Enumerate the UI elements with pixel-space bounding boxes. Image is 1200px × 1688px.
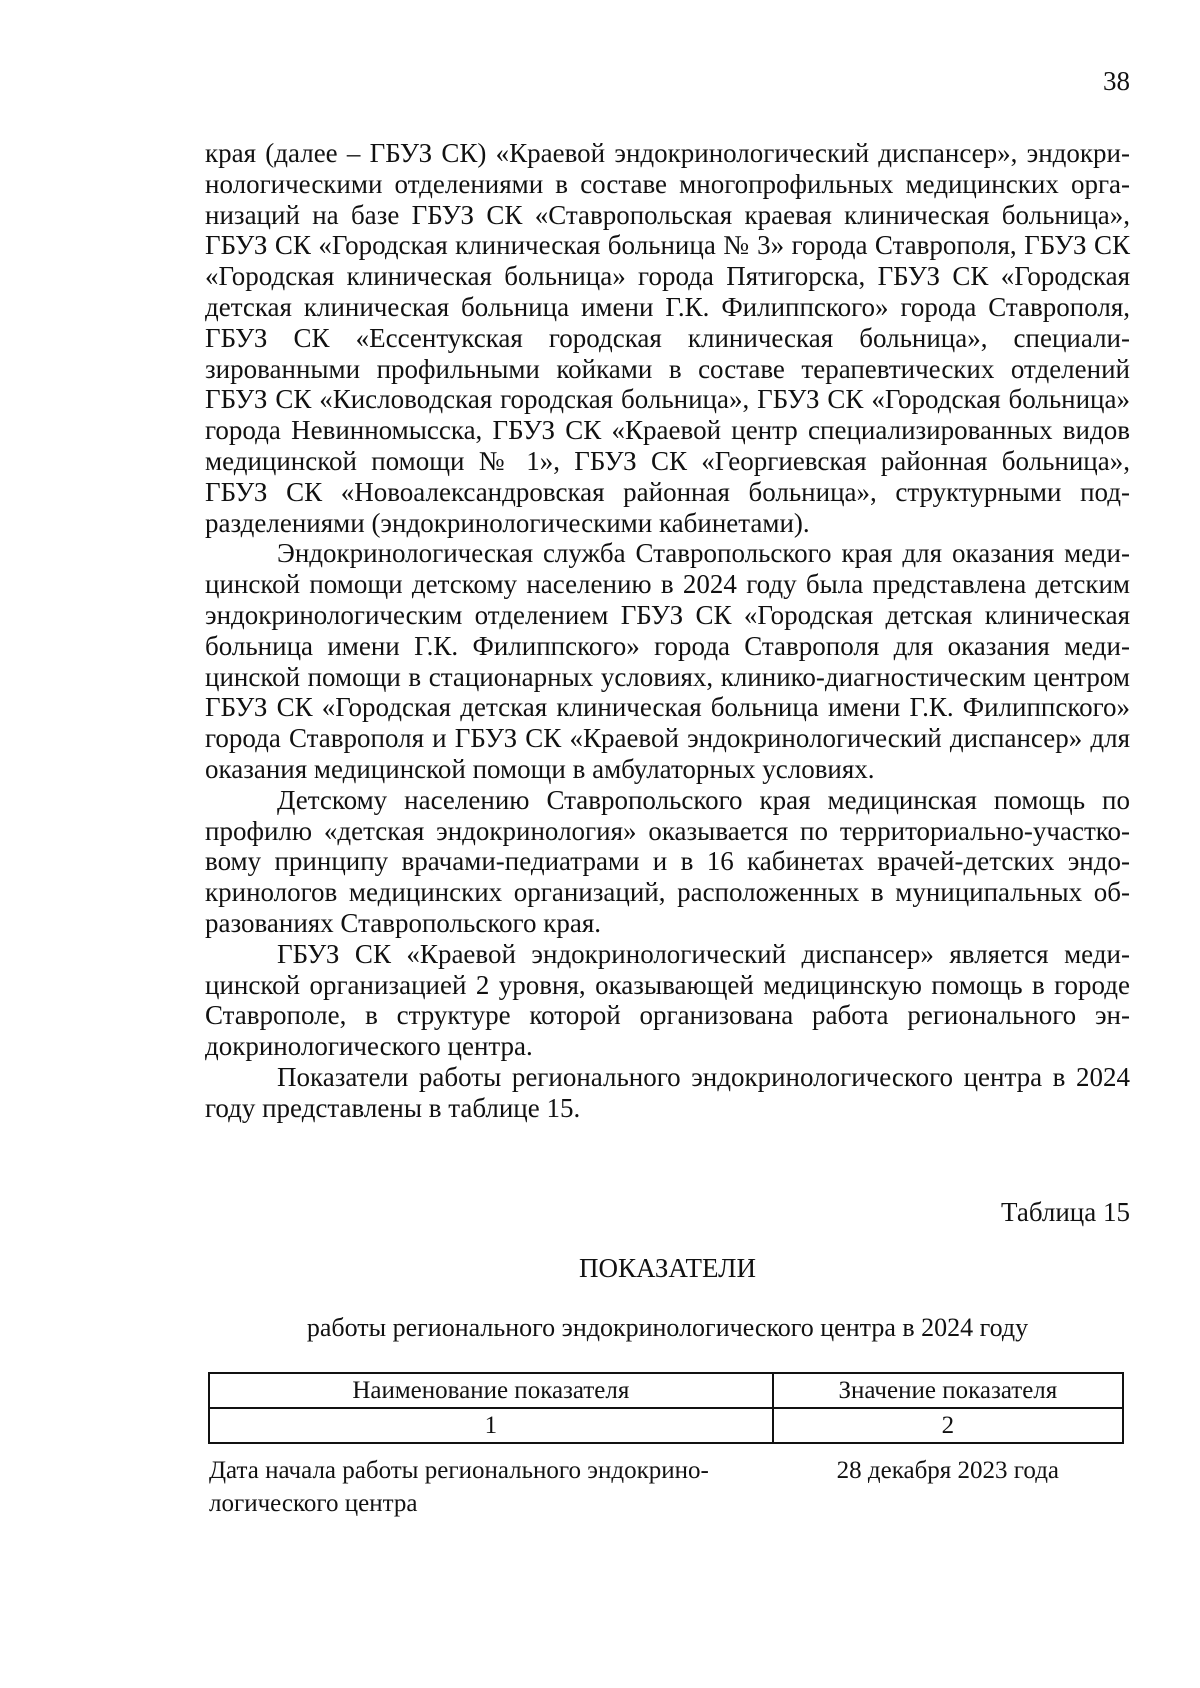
paragraph: края (далее – ГБУЗ СК) «Краевой эндокринологический диспансер», эндокринологическими отделениями в составе многопрофильных медицинских организаций на базе ГБУЗ СК «Ставропольская краевая клиническая больница», ГБУЗ СК «Городская клиническая больница № 3» города Ставрополя, ГБУЗ СК «Городская клиническая больница» города Пятигорска, ГБУЗ СК «Городская детская клиническая больница имени Г.К. Филиппского» города Ставрополя, ГБУЗ СК «Ессентукская городская клиническая больница», специализированными профильными койками в составе терапевтических отделений ГБУЗ СК «Кисловодская городская больница», ГБУЗ СК «Городская больница» города Невинномысска, ГБУЗ СК «Краевой центр специализированных видов медицинской помощи № 1», ГБУЗ СК «Георгиевская районная больница», ГБУЗ СК «Новоалександровская районная больница», структурными подразделениями (эндокринологическими кабинетами). (205, 138, 1130, 538)
table-header-row (209, 1373, 1123, 1408)
table-column-numbers-row (209, 1408, 1123, 1443)
indicator-table (208, 1372, 1124, 1520)
paragraph: Эндокринологическая служба Ставропольского края для оказания медицинской помощи детскому населению в 2024 году была представлена детским эндокринологическим отделением ГБУЗ СК «Городская детская клиническая больница имени Г.К. Филиппского» города Ставрополя для оказания медицинской помощи в стационарных условиях, клинико-диагностическим центром ГБУЗ СК «Городская детская клиническая больница имени Г.К. Филиппского» города Ставрополя и ГБУЗ СК «Краевой эндокринологический диспансер» для оказания медицинской помощи в амбулаторных условиях. (205, 538, 1130, 784)
table-subtitle: работы регионального эндокринологического центра в 2024 году (306, 1313, 1029, 1342)
indicator-name-cell: Дата начала работы регионального эндокринологического центра (209, 1457, 709, 1517)
paragraph: ГБУЗ СК «Краевой эндокринологический диспансер» является медицинской организацией 2 уровня, оказывающей медицинскую помощь в городе Ставрополе, в структуре которой организована работа регионального эндокринологического центра. (205, 938, 1130, 1062)
column-number: 2 (773, 1408, 1123, 1443)
body-text (205, 138, 1130, 1124)
table-label: Таблица 15 (1001, 1197, 1130, 1227)
header-indicator-name: Наименование показателя (209, 1373, 773, 1408)
header-indicator-value: Значение показателя (773, 1373, 1123, 1408)
column-number: 1 (209, 1408, 773, 1443)
indicator-value-cell: 28 декабря 2023 года (836, 1457, 1060, 1484)
table-row (209, 1443, 1123, 1520)
paragraph: Показатели работы регионального эндокринологического центра в 2024 году представлены в таблице 15. (205, 1061, 1130, 1123)
paragraph: Детскому населению Ставропольского края медицинская помощь по профилю «детская эндокринология» оказывается по территориально-участковому принципу врачами-педиатрами и в 16 кабинетах врачей-детских эндокринологов медицинских организаций, расположенных в муниципальных образованиях Ставропольского края. (205, 784, 1130, 938)
table-title: ПОКАЗАТЕЛИ (579, 1253, 756, 1283)
page-number: 38 (1103, 66, 1130, 96)
